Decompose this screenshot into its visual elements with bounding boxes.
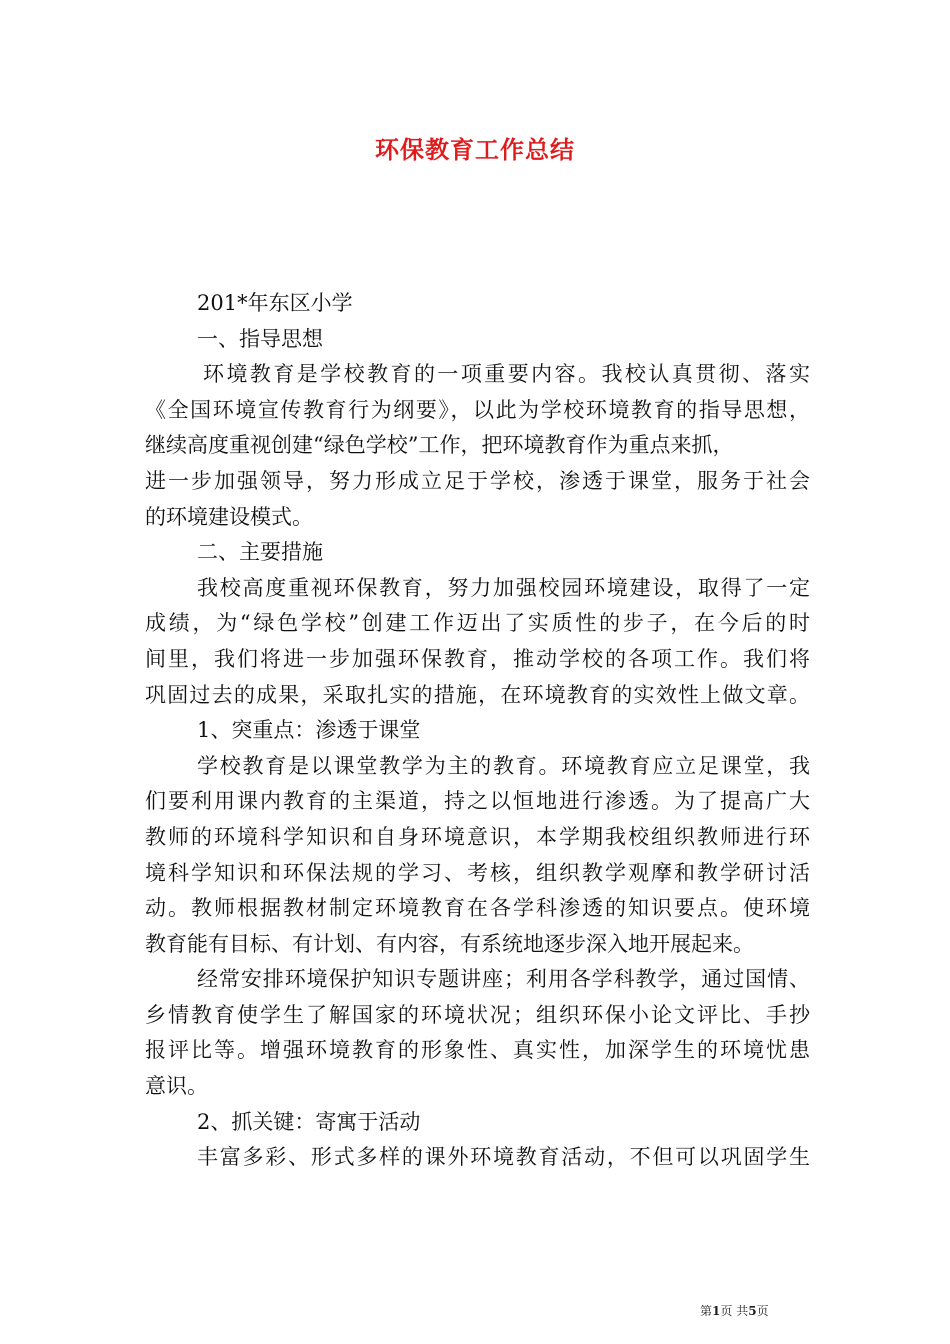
text-line: 继续高度重视创建“绿色学校”工作，把环境教育作为重点来抓，: [145, 433, 734, 458]
text-line: 的环境建设模式。: [145, 504, 313, 529]
text-line: 一、指导思想: [197, 326, 323, 351]
text-line: 教师的环境科学知识和自身环境意识，本学期我校组织教师进行环: [145, 824, 810, 849]
document-title: 环保教育工作总结: [375, 135, 575, 164]
text-line: 报评比等。增强环境教育的形象性、真实性，加深学生的环境忧患: [145, 1038, 810, 1063]
footer-page-number: 1: [712, 1304, 721, 1318]
footer-suffix: 页: [756, 1304, 769, 1318]
text-line: 丰富多彩、形式多样的课外环境教育活动，不但可以巩固学生: [197, 1145, 810, 1170]
text-line: 间里，我们将进一步加强环保教育，推动学校的各项工作。我们将: [145, 646, 810, 671]
text-line: 学校教育是以课堂教学为主的教育。环境教育应立足课堂，我: [197, 753, 810, 778]
text-line: 环境教育是学校教育的一项重要内容。我校认真贯彻、落实: [203, 362, 810, 387]
text-line: 教育能有目标、有计划、有内容，有系统地逐步深入地开展起来。: [145, 931, 754, 956]
text-line: 意识。: [145, 1074, 208, 1099]
text-line: 们要利用课内教育的主渠道，持之以恒地进行渗透。为了提高广大: [145, 789, 810, 814]
text-line: 境科学知识和环保法规的学习、考核，组织教学观摩和教学研讨活: [145, 860, 810, 885]
text-line: 《全国环境宣传教育行为纲要》，以此为学校环境教育的指导思想，: [145, 397, 810, 422]
text-line: 巩固过去的成果，采取扎实的措施，在环境教育的实效性上做文章。: [145, 682, 810, 707]
text-line: 进一步加强领导，努力形成立足于学校，渗透于课堂，服务于社会: [145, 468, 810, 493]
text-line: 动。教师根据教材制定环境教育在各学科渗透的知识要点。使环境: [145, 896, 810, 921]
text-line: 2、抓关键：寄寓于活动: [197, 1109, 421, 1134]
text-line: 201*年东区小学: [197, 291, 353, 315]
text-line: 成绩，为“绿色学校”创建工作迈出了实质性的步子，在今后的时: [145, 611, 810, 636]
page-footer: [700, 1302, 769, 1319]
document-body: [145, 286, 810, 1176]
footer-middle: 页 共: [720, 1304, 749, 1318]
text-line: 二、主要措施: [197, 540, 323, 565]
text-line: 1、突重点：渗透于课堂: [197, 718, 421, 743]
footer-total-pages: 5: [748, 1304, 757, 1318]
text-line: 乡情教育使学生了解国家的环境状况；组织环保小论文评比、手抄: [145, 1002, 810, 1027]
text-line: 我校高度重视环保教育，努力加强校园环境建设，取得了一定: [197, 575, 810, 600]
text-line: 经常安排环境保护知识专题讲座；利用各学科教学，通过国情、: [197, 967, 810, 992]
footer-prefix: 第: [700, 1304, 713, 1318]
